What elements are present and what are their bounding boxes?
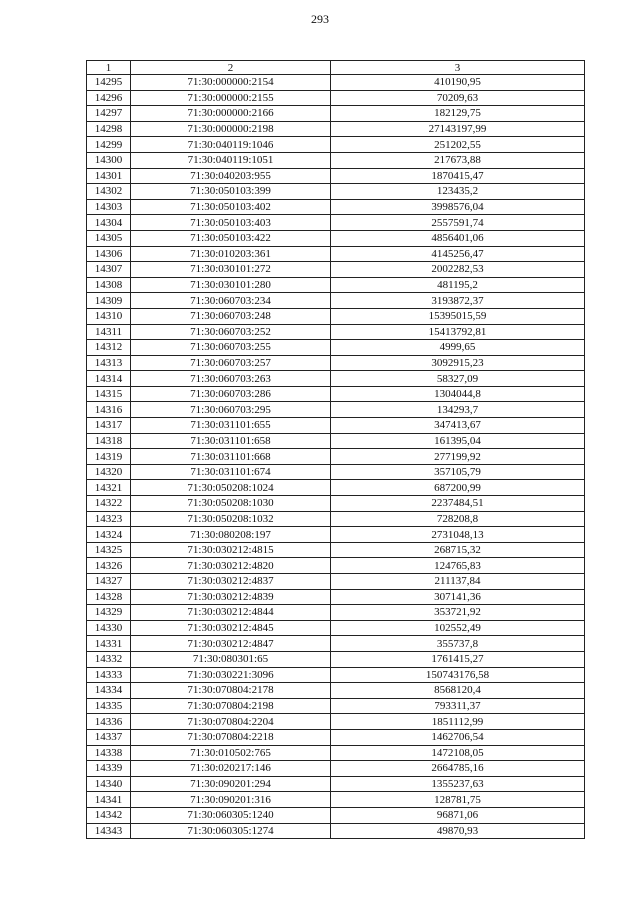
cadastral-number-cell: 71:30:031101:658 [131,433,331,449]
row-number-cell: 14339 [87,761,131,777]
cadastral-number-cell: 71:30:030101:280 [131,277,331,293]
value-cell: 251202,55 [331,137,585,153]
row-number-cell: 14309 [87,293,131,309]
table-row [87,683,585,699]
cadastral-number-cell: 71:30:060703:252 [131,324,331,340]
value-cell: 128781,75 [331,792,585,808]
row-number-cell: 14342 [87,807,131,823]
value-cell: 793311,37 [331,698,585,714]
cadastral-number-cell: 71:30:050103:403 [131,215,331,231]
cadastral-number-cell: 71:30:060703:248 [131,308,331,324]
cadastral-number-cell: 71:30:060305:1240 [131,807,331,823]
table-row [87,651,585,667]
value-cell: 161395,04 [331,433,585,449]
row-number-cell: 14337 [87,729,131,745]
value-cell: 2237484,51 [331,496,585,512]
row-number-cell: 14330 [87,620,131,636]
cadastral-number-cell: 71:30:010502:765 [131,745,331,761]
table-row [87,418,585,434]
row-number-cell: 14317 [87,418,131,434]
row-number-cell: 14295 [87,75,131,91]
row-number-cell: 14306 [87,246,131,262]
row-number-cell: 14318 [87,433,131,449]
row-number-cell: 14320 [87,464,131,480]
table-row [87,215,585,231]
row-number-cell: 14322 [87,496,131,512]
value-cell: 410190,95 [331,75,585,91]
value-cell: 49870,93 [331,823,585,839]
table-row [87,667,585,683]
cadastral-number-cell: 71:30:030101:272 [131,262,331,278]
table-row [87,449,585,465]
cadastral-number-cell: 71:30:060703:286 [131,386,331,402]
table-row [87,371,585,387]
table-row [87,698,585,714]
cadastral-number-cell: 71:30:060703:234 [131,293,331,309]
value-cell: 4856401,06 [331,230,585,246]
value-cell: 211137,84 [331,574,585,590]
table-row [87,246,585,262]
value-cell: 1870415,47 [331,168,585,184]
table-row [87,90,585,106]
value-cell: 124765,83 [331,558,585,574]
cadastral-number-cell: 71:30:000000:2166 [131,106,331,122]
column-header-3: 3 [331,61,585,75]
page-number: 293 [311,12,329,26]
row-number-cell: 14310 [87,308,131,324]
value-cell: 1851112,99 [331,714,585,730]
cadastral-number-cell: 71:30:040203:955 [131,168,331,184]
table-row [87,620,585,636]
cadastral-number-cell: 71:30:030212:4837 [131,574,331,590]
cadastral-number-cell: 71:30:060703:295 [131,402,331,418]
table-row [87,745,585,761]
row-number-cell: 14323 [87,511,131,527]
cadastral-number-cell: 71:30:070804:2204 [131,714,331,730]
cadastral-number-cell: 71:30:031101:674 [131,464,331,480]
value-cell: 182129,75 [331,106,585,122]
row-number-cell: 14324 [87,527,131,543]
cadastral-number-cell: 71:30:030212:4820 [131,558,331,574]
row-number-cell: 14341 [87,792,131,808]
row-number-cell: 14333 [87,667,131,683]
cadastral-number-cell: 71:30:000000:2154 [131,75,331,91]
value-cell: 150743176,58 [331,667,585,683]
value-cell: 1355237,63 [331,776,585,792]
table-row [87,574,585,590]
table-row [87,729,585,745]
value-cell: 8568120,4 [331,683,585,699]
table-row [87,340,585,356]
row-number-cell: 14296 [87,90,131,106]
value-cell: 355737,8 [331,636,585,652]
cadastral-number-cell: 71:30:050208:1030 [131,496,331,512]
cadastral-number-cell: 71:30:050103:422 [131,230,331,246]
value-cell: 4999,65 [331,340,585,356]
value-cell: 307141,36 [331,589,585,605]
table-row [87,293,585,309]
row-number-cell: 14343 [87,823,131,839]
table-row [87,277,585,293]
row-number-cell: 14331 [87,636,131,652]
value-cell: 728208,8 [331,511,585,527]
row-number-cell: 14316 [87,402,131,418]
cadastral-number-cell: 71:30:010203:361 [131,246,331,262]
table-row [87,589,585,605]
cadastral-number-cell: 71:30:060305:1274 [131,823,331,839]
cadastral-number-cell: 71:30:050208:1024 [131,480,331,496]
row-number-cell: 14328 [87,589,131,605]
row-number-cell: 14315 [87,386,131,402]
row-number-cell: 14314 [87,371,131,387]
cadastral-number-cell: 71:30:040119:1046 [131,137,331,153]
row-number-cell: 14325 [87,542,131,558]
cadastral-number-cell: 71:30:070804:2178 [131,683,331,699]
value-cell: 357105,79 [331,464,585,480]
cadastral-number-cell: 71:30:031101:668 [131,449,331,465]
table-row [87,807,585,823]
cadastral-number-cell: 71:30:020217:146 [131,761,331,777]
table-row [87,184,585,200]
value-cell: 3193872,37 [331,293,585,309]
table-row [87,558,585,574]
table-row [87,636,585,652]
row-number-cell: 14297 [87,106,131,122]
cadastral-number-cell: 71:30:030212:4845 [131,620,331,636]
row-number-cell: 14307 [87,262,131,278]
row-number-cell: 14326 [87,558,131,574]
cadastral-number-cell: 71:30:030212:4815 [131,542,331,558]
value-cell: 123435,2 [331,184,585,200]
value-cell: 353721,92 [331,605,585,621]
cadastral-number-cell: 71:30:031101:655 [131,418,331,434]
cadastral-number-cell: 71:30:050208:1032 [131,511,331,527]
value-cell: 134293,7 [331,402,585,418]
table-row [87,823,585,839]
table-row [87,605,585,621]
table-row [87,137,585,153]
table-row [87,402,585,418]
cadastral-number-cell: 71:30:060703:263 [131,371,331,387]
row-number-cell: 14312 [87,340,131,356]
cadastral-number-cell: 71:30:090201:316 [131,792,331,808]
row-number-cell: 14300 [87,152,131,168]
cadastral-number-cell: 71:30:030212:4847 [131,636,331,652]
table-row [87,542,585,558]
row-number-cell: 14338 [87,745,131,761]
value-cell: 58327,09 [331,371,585,387]
value-cell: 2731048,13 [331,527,585,543]
value-cell: 15413792,81 [331,324,585,340]
cadastral-number-cell: 71:30:080301:65 [131,651,331,667]
table-row [87,496,585,512]
row-number-cell: 14304 [87,215,131,231]
value-cell: 15395015,59 [331,308,585,324]
table-row [87,199,585,215]
table-row [87,355,585,371]
value-cell: 347413,67 [331,418,585,434]
value-cell: 2002282,53 [331,262,585,278]
row-number-cell: 14340 [87,776,131,792]
value-cell: 1462706,54 [331,729,585,745]
value-cell: 3092915,23 [331,355,585,371]
value-cell: 1761415,27 [331,651,585,667]
column-header-1: 1 [87,61,131,75]
value-cell: 2557591,74 [331,215,585,231]
table-row [87,75,585,91]
row-number-cell: 14321 [87,480,131,496]
table-row [87,308,585,324]
row-number-cell: 14298 [87,121,131,137]
cadastral-number-cell: 71:30:070804:2198 [131,698,331,714]
table-row [87,480,585,496]
row-number-cell: 14308 [87,277,131,293]
cadastral-number-cell: 71:30:060703:257 [131,355,331,371]
row-number-cell: 14336 [87,714,131,730]
value-cell: 268715,32 [331,542,585,558]
row-number-cell: 14319 [87,449,131,465]
row-number-cell: 14299 [87,137,131,153]
table-body [87,75,585,839]
table-row [87,230,585,246]
cadastral-number-cell: 71:30:090201:294 [131,776,331,792]
table-row [87,262,585,278]
cadastral-number-cell: 71:30:000000:2198 [131,121,331,137]
cadastral-number-cell: 71:30:050103:399 [131,184,331,200]
table-row [87,106,585,122]
table-row [87,776,585,792]
table-row [87,527,585,543]
cadastral-number-cell: 71:30:080208:197 [131,527,331,543]
value-cell: 1304044,8 [331,386,585,402]
value-cell: 102552,49 [331,620,585,636]
table-row [87,511,585,527]
value-cell: 277199,92 [331,449,585,465]
table-row [87,168,585,184]
table-row [87,152,585,168]
table-row [87,714,585,730]
table-header-row [87,61,585,75]
table-row [87,464,585,480]
cadastral-number-cell: 71:30:000000:2155 [131,90,331,106]
cadastral-number-cell: 71:30:040119:1051 [131,152,331,168]
cadastral-number-cell: 71:30:050103:402 [131,199,331,215]
table-row [87,121,585,137]
cadastral-number-cell: 71:30:030212:4844 [131,605,331,621]
value-cell: 27143197,99 [331,121,585,137]
value-cell: 687200,99 [331,480,585,496]
row-number-cell: 14334 [87,683,131,699]
table-row [87,761,585,777]
cadastral-number-cell: 71:30:030221:3096 [131,667,331,683]
cadastral-number-cell: 71:30:030212:4839 [131,589,331,605]
row-number-cell: 14301 [87,168,131,184]
row-number-cell: 14329 [87,605,131,621]
row-number-cell: 14327 [87,574,131,590]
table-row [87,433,585,449]
row-number-cell: 14305 [87,230,131,246]
row-number-cell: 14332 [87,651,131,667]
cadastral-number-cell: 71:30:070804:2218 [131,729,331,745]
value-cell: 70209,63 [331,90,585,106]
cadastral-number-cell: 71:30:060703:255 [131,340,331,356]
value-cell: 481195,2 [331,277,585,293]
value-cell: 2664785,16 [331,761,585,777]
table-row [87,324,585,340]
table-row [87,386,585,402]
value-cell: 1472108,05 [331,745,585,761]
row-number-cell: 14335 [87,698,131,714]
row-number-cell: 14313 [87,355,131,371]
value-cell: 96871,06 [331,807,585,823]
row-number-cell: 14303 [87,199,131,215]
value-cell: 4145256,47 [331,246,585,262]
row-number-cell: 14302 [87,184,131,200]
row-number-cell: 14311 [87,324,131,340]
value-cell: 3998576,04 [331,199,585,215]
column-header-2: 2 [131,61,331,75]
data-table [86,60,585,839]
table-row [87,792,585,808]
value-cell: 217673,88 [331,152,585,168]
